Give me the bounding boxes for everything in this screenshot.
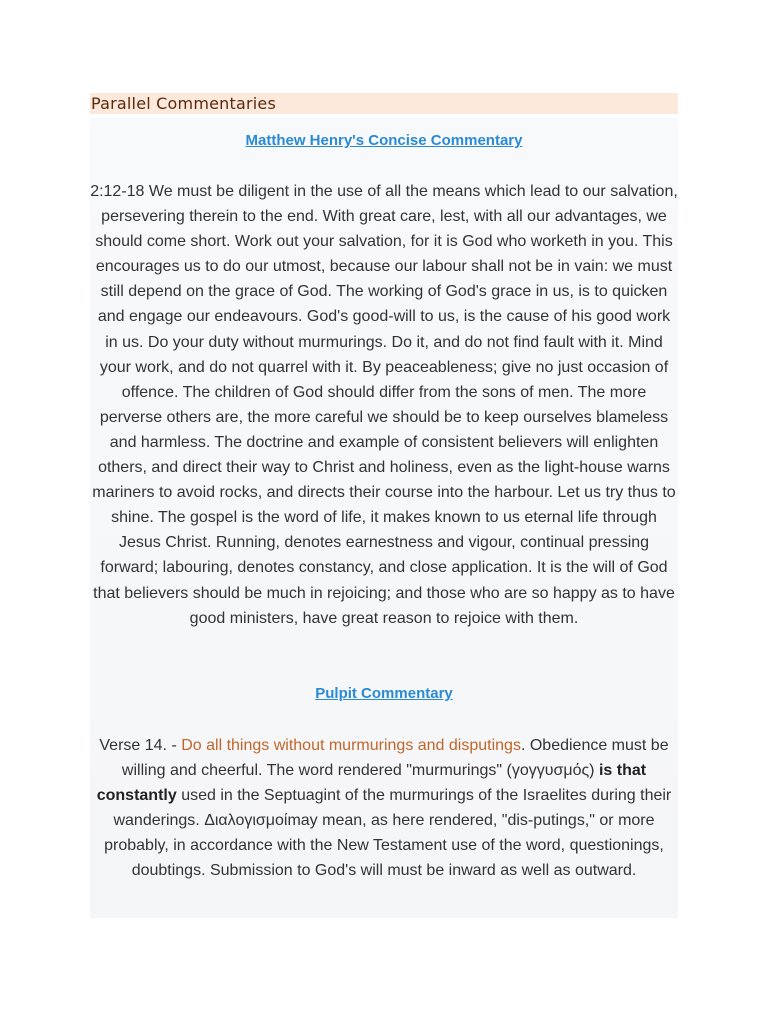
pulpit-bold-text: is that constantly xyxy=(96,762,647,805)
commentary-content xyxy=(90,118,678,918)
pulpit-text-part-2: used in the Septuagint of the murmurings of the Israelites during their wanderings. Διαλογισμοίmay mean, as here rendered, "dis-putings," or more probably, in accordance with the New Testament use of the word, questionings, doubtings. Submission to God's will must be inward as well as outward. xyxy=(104,787,672,880)
verse-quote: Do all things without murmurings and disputings xyxy=(181,737,521,754)
henry-commentary-heading xyxy=(90,131,678,151)
pulpit-commentary-text xyxy=(90,733,678,884)
section-title: Parallel Commentaries xyxy=(91,94,276,113)
pulpit-text-part-1: . Obedience must be willing and cheerful. The word rendered "murmurings" (γογγυσμός) xyxy=(121,737,669,780)
pulpit-commentary-link[interactable]: Pulpit Commentary xyxy=(315,685,453,702)
henry-commentary-text: 2:12-18 We must be diligent in the use of all the means which lead to our salvation, persevering therein to the end. With great care, lest, with all our advantages, we should come short. Work out your salvation, for it is God who worketh in you. This encourages us to do our utmost, because our labour shall not be in vain: we must still depend on the grace of God. The working of God's grace in us, is to quicken and engage our endeavours. God's good-will to us, is the cause of his good work in us. Do your duty without murmurings. Do it, and do not find fault with it. Mind your work, and do not quarrel with it. By peaceableness; give no just occasion of offence. The children of God should differ from the sons of men. The more perverse others are, the more careful we should be to keep ourselves blameless and harmless. The doctrine and example of consistent believers will enlighten others, and direct their way to Christ and holiness, even as the light-house warns mariners to avoid rocks, and directs their course into the harbour. Let us try thus to shine. The gospel is the word of life, it makes known to us eternal life through Jesus Christ. Running, denotes earnestness and vigour, continual pressing forward; labouring, denotes constancy, and close application. It is the will of God that believers should be much in rejoicing; and those who are so happy as to have good ministers, have great reason to rejoice with them. xyxy=(90,183,678,627)
verse-prefix: Verse 14. - xyxy=(99,737,182,754)
pulpit-commentary-heading xyxy=(90,684,678,704)
section-header xyxy=(90,93,678,114)
henry-commentary-link[interactable]: Matthew Henry's Concise Commentary xyxy=(245,132,523,149)
